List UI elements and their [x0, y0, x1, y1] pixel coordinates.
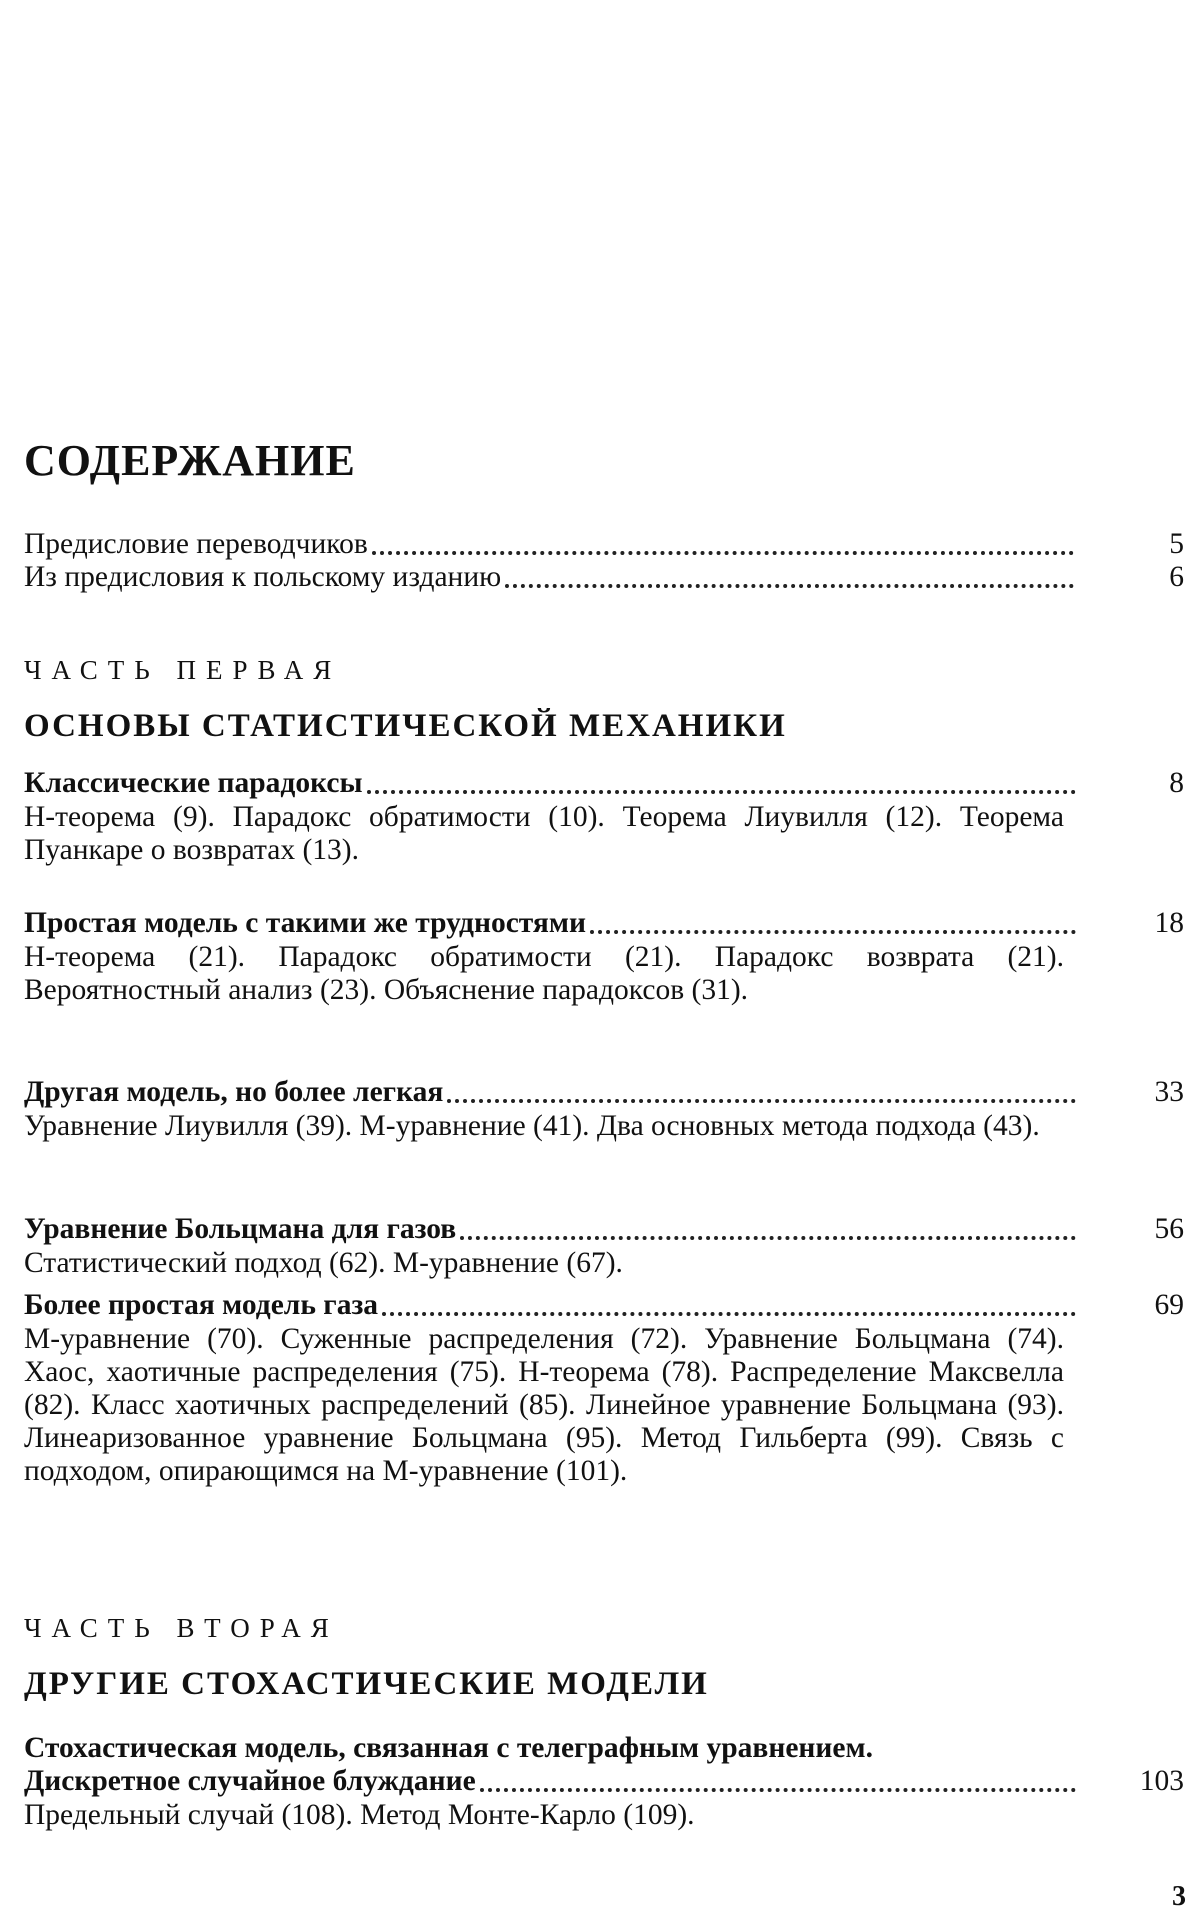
dot-leader	[367, 791, 1077, 792]
toc-entry	[24, 561, 1184, 594]
dot-leader	[590, 931, 1076, 932]
entry-heading: Стохастическая модель, связанная с телеграфным уравнением.	[24, 1732, 873, 1764]
entry-page: 69	[1154, 1289, 1184, 1321]
entry-heading: Дискретное случайное блуждание	[24, 1765, 476, 1797]
entry-page: 5	[1169, 528, 1184, 560]
part-label: ЧАСТЬ ВТОРАЯ	[24, 1613, 339, 1643]
entry-description: Н-теорема (9). Парадокс обратимости (10). Теорема Лиувилля (12). Теорема Пуанкаре о возвратах (13).	[24, 801, 1064, 866]
entry-heading: Предисловие переводчиков	[24, 528, 368, 560]
entry-page: 8	[1169, 767, 1184, 799]
dot-leader	[372, 552, 1074, 553]
dot-leader	[460, 1237, 1076, 1238]
toc-entry	[24, 907, 1184, 1007]
toc-entry	[24, 1213, 1184, 1280]
entry-page: 103	[1139, 1765, 1184, 1797]
entry-heading: Классические парадоксы	[24, 767, 363, 799]
entry-heading: Уравнение Больцмана для газов	[24, 1213, 457, 1245]
entry-heading: Другая модель, но более легкая	[24, 1076, 444, 1108]
toc-entry	[24, 1732, 1184, 1832]
part-label: ЧАСТЬ ПЕРВАЯ	[24, 655, 342, 685]
entry-description: Н-теорема (21). Парадокс обратимости (21). Парадокс возврата (21). Вероятностный анализ (23). Объяснение парадоксов (31).	[24, 941, 1064, 1006]
dot-leader	[447, 1100, 1076, 1101]
entry-heading: Более простая модель газа	[24, 1289, 379, 1321]
entry-page: 33	[1154, 1076, 1184, 1108]
page-number: 3	[1172, 1881, 1186, 1912]
dot-leader	[505, 585, 1074, 586]
entry-description: Статистический подход (62). М-уравнение (67).	[24, 1247, 623, 1279]
entry-description: Предельный случай (108). Метод Монте-Карло (109).	[24, 1799, 695, 1831]
toc-entry	[24, 528, 1184, 561]
entry-heading: Простая модель с такими же трудностями	[24, 907, 586, 939]
entry-page: 6	[1169, 561, 1184, 593]
part-title: ДРУГИЕ СТОХАСТИЧЕСКИЕ МОДЕЛИ	[24, 1666, 709, 1702]
toc-entry	[24, 1076, 1184, 1143]
entry-page: 56	[1154, 1213, 1184, 1245]
dot-leader	[382, 1313, 1076, 1314]
entry-description: Уравнение Лиувилля (39). М-уравнение (41). Два основных метода подхода (43).	[24, 1110, 1040, 1142]
part-title: ОСНОВЫ СТАТИСТИЧЕСКОЙ МЕХАНИКИ	[24, 708, 787, 744]
dot-leader	[480, 1789, 1076, 1790]
entry-description: М-уравнение (70). Суженные распределения (72). Уравнение Больцмана (74). Хаос, хаотичные распределения (75). Н-теорема (78). Распределение Максвелла (82). Класс хаотичных распределений (85). Линейное уравнение Больцмана (93). Линеаризованное уравнение Больцмана (95). Метод Гильберта (99). Связь с подходом, опирающимся на М-уравнение (101).	[24, 1323, 1064, 1487]
page-title: СОДЕРЖАНИЕ	[24, 436, 356, 485]
entry-page: 18	[1154, 907, 1184, 939]
toc-entry	[24, 767, 1184, 867]
toc-entry	[24, 1289, 1184, 1488]
entry-heading: Из предисловия к польскому изданию	[24, 561, 502, 593]
